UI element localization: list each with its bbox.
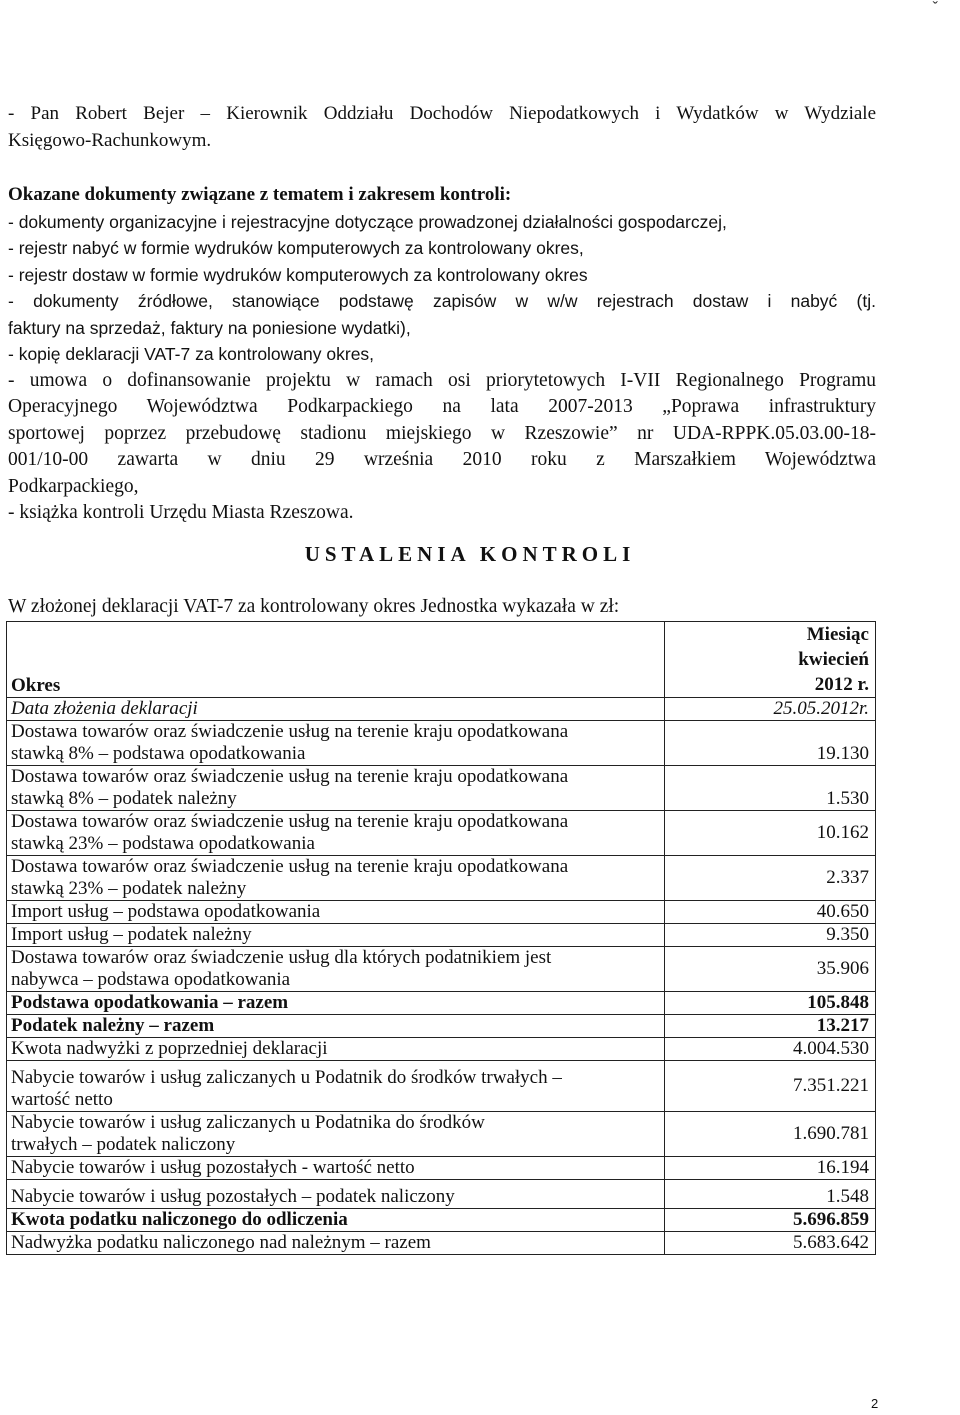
table-row — [7, 901, 876, 924]
row-label: Nabycie towarów i usług pozostałych – podatek naliczony — [7, 1180, 665, 1209]
documents-item: - kopię deklaracji VAT-7 za kontrolowany okres, — [8, 344, 375, 364]
table-row — [7, 1038, 876, 1061]
row-value: 5.696.859 — [665, 1209, 876, 1232]
row-label: Nabycie towarów i usług pozostałych - wartość netto — [7, 1157, 665, 1180]
table-row — [7, 924, 876, 947]
row-value: 1.548 — [665, 1180, 876, 1209]
row-label-line: Dostawa towarów oraz świadczenie usług na terenie kraju opodatkowana — [11, 856, 569, 877]
row-value: 40.650 — [665, 901, 876, 924]
row-value: 2.337 — [665, 856, 876, 901]
row-value: 7.351.221 — [665, 1061, 876, 1112]
row-label-line: Dostawa towarów oraz świadczenie usług na terenie kraju opodatkowana — [11, 766, 569, 787]
documents-item: sportowej poprzez przebudowę stadionu miejskiego w Rzeszowie” nr UDA-RPPK.05.03.00-18- — [8, 422, 876, 444]
row-label: Podatek należny – razem — [7, 1015, 665, 1038]
row-label — [7, 811, 665, 856]
intro-paragraph — [8, 100, 876, 154]
row-label-line: stawką 8% – podatek należny — [11, 788, 237, 809]
header-month-line: Miesiąc — [806, 624, 869, 645]
row-label-line: stawką 8% – podstawa opodatkowania — [11, 743, 306, 764]
row-label-line: Dostawa towarów oraz świadczenie usług dla których podatnikiem jest — [11, 947, 552, 968]
header-month — [665, 622, 876, 698]
table-row — [7, 721, 876, 766]
row-label — [7, 766, 665, 811]
row-value: 5.683.642 — [665, 1232, 876, 1255]
table-row — [7, 1232, 876, 1255]
table-row — [7, 1157, 876, 1180]
row-label-line: Dostawa towarów oraz świadczenie usług na terenie kraju opodatkowana — [11, 811, 569, 832]
table-row — [7, 811, 876, 856]
row-label: Nadwyżka podatku naliczonego nad należnym – razem — [7, 1232, 665, 1255]
header-okres: Okres — [7, 622, 665, 698]
table-header-row — [7, 622, 876, 698]
row-value: 1.690.781 — [665, 1112, 876, 1157]
row-value: 4.004.530 — [665, 1038, 876, 1061]
documents-item: faktury na sprzedaż, faktury na poniesione wydatki), — [8, 317, 411, 338]
table-row-bold — [7, 992, 876, 1015]
row-label: Podstawa opodatkowania – razem — [7, 992, 665, 1015]
table-row-total — [7, 1209, 876, 1232]
documents-item: - umowa o dofinansowanie projektu w ramach osi priorytetowych I-VII Regionalnego Programu — [8, 369, 876, 391]
row-label-line: wartość netto — [11, 1089, 113, 1110]
row-label: Kwota podatku naliczonego do odliczenia — [7, 1209, 665, 1232]
row-label-line: stawką 23% – podatek należny — [11, 878, 247, 899]
table-row-bold — [7, 1015, 876, 1038]
row-label-line: Nabycie towarów i usług zaliczanych u Podatnika do środków — [11, 1112, 485, 1133]
row-value: 16.194 — [665, 1157, 876, 1180]
scan-mark: ˇ — [932, 0, 938, 17]
row-value: 9.350 — [665, 924, 876, 947]
table-row — [7, 766, 876, 811]
table-row — [7, 1112, 876, 1157]
row-label-line: stawką 23% – podstawa opodatkowania — [11, 833, 315, 854]
documents-heading: Okazane dokumenty związane z tematem i zakresem kontroli: — [8, 184, 512, 205]
row-label — [7, 947, 665, 992]
table-row — [7, 947, 876, 992]
row-label: Import usług – podatek należny — [7, 924, 665, 947]
documents-item: - dokumenty organizacyjne i rejestracyjne dotyczące prowadzonej działalności gospodarczej, — [8, 211, 727, 232]
documents-item: - książka kontroli Urzędu Miasta Rzeszowa. — [8, 502, 354, 523]
section-title: USTALENIA KONTROLI — [304, 542, 636, 566]
row-value: 19.130 — [665, 721, 876, 766]
row-value: 25.05.2012r. — [665, 698, 876, 721]
documents-item: - rejestr dostaw w formie wydruków komputerowych za kontrolowany okres — [8, 264, 588, 285]
row-label: Kwota nadwyżki z poprzedniej deklaracji — [7, 1038, 665, 1061]
row-label-line: Dostawa towarów oraz świadczenie usług na terenie kraju opodatkowana — [11, 721, 569, 742]
row-label: Data złożenia deklaracji — [7, 698, 665, 721]
row-value: 105.848 — [665, 992, 876, 1015]
page-number: 2 — [871, 1396, 879, 1411]
documents-item: - rejestr nabyć w formie wydruków komputerowych za kontrolowany okres, — [8, 238, 584, 258]
documents-item: 001/10-00 zawarta w dniu 29 września 2010 roku z Marszałkiem Województwa — [8, 449, 876, 470]
documents-item: Podkarpackiego, — [8, 475, 139, 497]
row-label — [7, 856, 665, 901]
documents-item: - dokumenty źródłowe, stanowiące podstawę zapisów w w/w rejestrach dostaw i nabyć (tj. — [8, 291, 876, 311]
header-month-line: kwiecień — [798, 649, 869, 670]
row-value: 10.162 — [665, 811, 876, 856]
row-label-line: Nabycie towarów i usług zaliczanych u Podatnik do środków trwałych – — [11, 1067, 562, 1088]
vat-table — [6, 621, 876, 1255]
table-row — [7, 1180, 876, 1209]
row-value: 13.217 — [665, 1015, 876, 1038]
row-value: 35.906 — [665, 947, 876, 992]
row-label — [7, 1061, 665, 1112]
table-row — [7, 1061, 876, 1112]
row-label-line: trwałych – podatek naliczony — [11, 1134, 236, 1155]
header-month-line: 2012 r. — [814, 674, 869, 695]
intro-line: - Pan Robert Bejer – Kierownik Oddziału Dochodów Niepodatkowych i Wydatków w Wydziale — [8, 103, 876, 124]
row-label-line: nabywca – podstawa opodatkowania — [11, 969, 291, 990]
documents-item: Operacyjnego Województwa Podkarpackiego na lata 2007-2013 „Poprawa infrastruktury — [8, 396, 876, 417]
row-label — [7, 721, 665, 766]
row-label — [7, 1112, 665, 1157]
intro-line: Księgowo-Rachunkowym. — [8, 130, 212, 151]
documents-list — [8, 182, 876, 527]
row-label: Import usług – podstawa opodatkowania — [7, 901, 665, 924]
row-value: 1.530 — [665, 766, 876, 811]
table-row — [7, 856, 876, 901]
table-intro: W złożonej deklaracji VAT-7 za kontrolowany okres Jednostka wykazała w zł: — [8, 596, 620, 617]
table-row — [7, 698, 876, 721]
